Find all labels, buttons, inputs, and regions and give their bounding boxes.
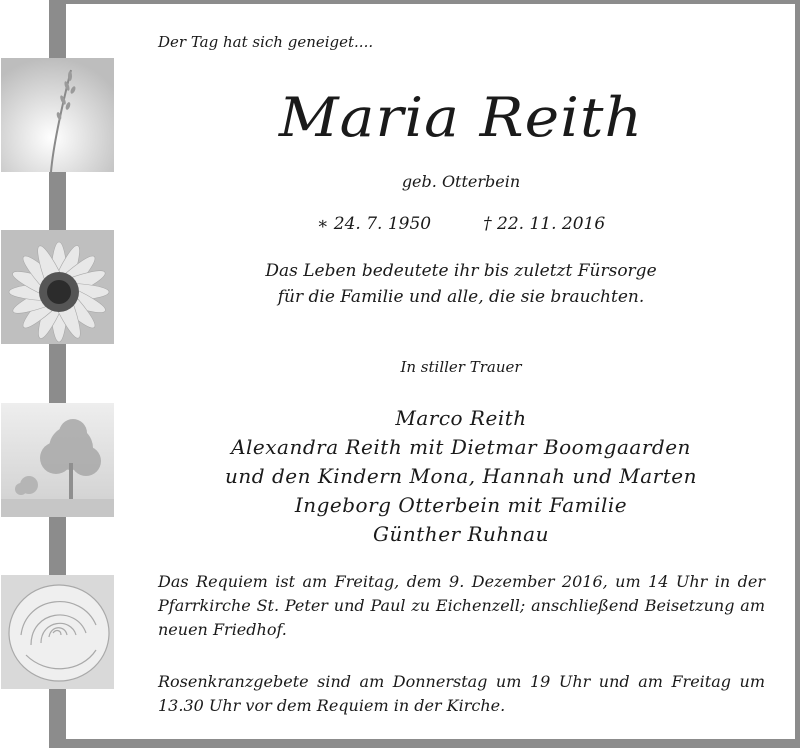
daisy-image — [1, 230, 114, 344]
memorial-quote — [158, 258, 764, 310]
family-member: Günther Ruhnau — [373, 522, 549, 546]
tree-image — [1, 403, 114, 517]
family-member: Alexandra Reith mit Dietmar Boomgaarden — [231, 435, 691, 459]
deceased-name: Maria Reith — [278, 86, 644, 149]
life-dates — [158, 214, 764, 234]
tree-photo — [1, 403, 114, 517]
rose-image — [1, 575, 114, 689]
rosary-info: Rosenkranzgebete sind am Donnerstag um 19 Uhr und am Freitag um 13.30 Uhr vor dem Requiem in der Kirche. — [158, 672, 765, 715]
requiem-info: Das Requiem ist am Freitag, dem 9. Dezember 2016, um 14 Uhr in der Pfarrkirche St. Peter und Paul zu Eichenzell; anschließend Beisetzung am neuen Friedhof. — [158, 572, 765, 639]
quote-line: Das Leben bedeutete ihr bis zuletzt Fürsorge — [265, 261, 657, 281]
quote-line: für die Familie und alle, die sie brauchten. — [277, 287, 645, 307]
mourning-intro: In stiller Trauer — [400, 358, 522, 376]
maiden-name: geb. Otterbein — [401, 172, 521, 191]
family-member: Marco Reith — [395, 406, 527, 430]
family-list — [158, 404, 764, 549]
birth-date: ∗ 24. 7. 1950 — [316, 214, 432, 234]
motto: Der Tag hat sich geneiget.... — [158, 33, 374, 51]
rose-photo — [1, 575, 114, 689]
daisy-photo — [1, 230, 114, 344]
family-member: und den Kindern Mona, Hannah und Marten — [225, 464, 697, 488]
death-date: † 22. 11. 2016 — [483, 214, 606, 234]
grass-stalk-image — [1, 58, 114, 172]
grass-stalk-photo — [1, 58, 114, 172]
family-member: Ingeborg Otterbein mit Familie — [294, 493, 628, 517]
